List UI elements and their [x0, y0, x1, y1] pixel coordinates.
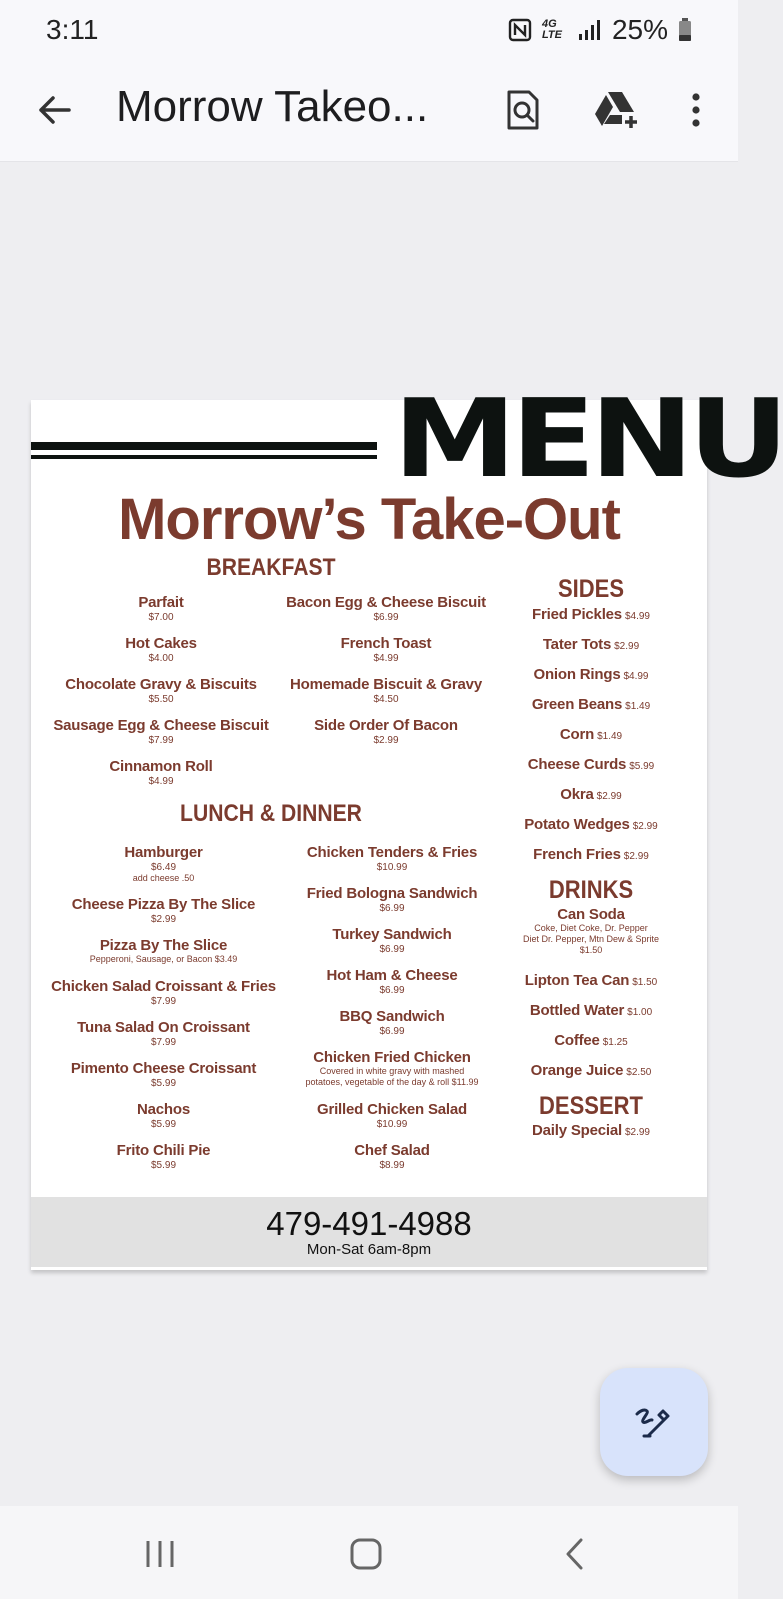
- menu-item: Hamburger $6.49 add cheese .50: [124, 844, 203, 883]
- menu-item: Nachos $5.99: [137, 1101, 190, 1130]
- app-title: Morrow Takeo...: [116, 82, 429, 131]
- menu-item: Lipton Tea Can $1.50: [524, 972, 658, 989]
- status-icons: [508, 14, 692, 46]
- menu-item: Hot Ham & Cheese $6.99: [326, 967, 458, 996]
- menu-item: Chicken Tenders & Fries $10.99: [306, 844, 478, 873]
- menu-item: Green Beans $1.49: [531, 696, 651, 713]
- recent-apps-button[interactable]: [130, 1524, 190, 1584]
- menu-item: French Toast $4.99: [340, 635, 432, 664]
- battery-icon: [678, 18, 692, 42]
- lunch-dinner-title: LUNCH & DINNER: [180, 800, 362, 827]
- home-button[interactable]: [336, 1524, 396, 1584]
- menu-item: Cheese Curds $5.99: [527, 756, 655, 773]
- add-to-drive-button[interactable]: [588, 82, 644, 138]
- menu-item: Side Order Of Bacon $2.99: [314, 717, 458, 746]
- menu-item: Pizza By The Slice Pepperoni, Sausage, or Bacon $3.49: [89, 937, 238, 964]
- menu-banner: MENU: [393, 377, 783, 502]
- breakfast-title: BREAKFAST: [206, 554, 336, 581]
- menu-footer: [31, 1197, 707, 1267]
- document-preview: [31, 377, 783, 1270]
- menu-item: Chef Salad $8.99: [354, 1142, 430, 1171]
- preview-button[interactable]: [496, 82, 550, 138]
- menu-item: Bottled Water $1.00: [529, 1002, 653, 1019]
- menu-item: Cheese Pizza By The Slice $2.99: [71, 896, 256, 925]
- menu-item: Chicken Fried Chicken Covered in white gravy with mashed potatoes, vegetable of the day & roll $11.99: [305, 1049, 479, 1087]
- system-nav-bar: [0, 1506, 738, 1599]
- battery-percent: 25%: [611, 14, 668, 45]
- menu-item: BBQ Sandwich $6.99: [339, 1008, 445, 1037]
- menu-item: Grilled Chicken Salad $10.99: [316, 1101, 468, 1130]
- menu-item: Turkey Sandwich $6.99: [332, 926, 452, 955]
- status-time: 3:11: [46, 14, 99, 45]
- edit-fab-button[interactable]: [600, 1368, 708, 1476]
- network-icon: 4G LTE: [541, 18, 562, 41]
- menu-item: Bacon Egg & Cheese Biscuit $6.99: [286, 594, 486, 623]
- sides-title: SIDES: [557, 575, 625, 603]
- back-button[interactable]: [30, 86, 78, 134]
- menu-item: Tuna Salad On Croissant $7.99: [77, 1019, 250, 1048]
- menu-item: Fried Pickles $4.99: [532, 606, 650, 623]
- business-hours: Mon-Sat 6am-8pm: [306, 1241, 432, 1258]
- document-search-icon: [506, 89, 540, 131]
- menu-item: Okra $2.99: [560, 786, 622, 803]
- menu-item: Daily Special $2.99: [532, 1122, 650, 1139]
- restaurant-name: Morrow’s Take-Out: [118, 487, 620, 552]
- recent-apps-icon: [145, 1539, 175, 1569]
- drive-add-icon: [594, 90, 638, 130]
- phone-number: 479-491-4988: [266, 1205, 472, 1242]
- back-nav-button[interactable]: [544, 1524, 604, 1584]
- dessert-title: DESSERT: [539, 1092, 643, 1120]
- edit-pen-icon: [634, 1402, 674, 1442]
- menu-item: Parfait $7.00: [138, 594, 184, 623]
- menu-item: Chocolate Gravy & Biscuits $5.50: [65, 676, 257, 705]
- back-chevron-icon: [563, 1537, 585, 1571]
- menu-item: Pimento Cheese Croissant $5.99: [70, 1060, 257, 1089]
- arrow-left-icon: [37, 95, 71, 125]
- drinks-title: DRINKS: [548, 876, 634, 904]
- home-icon: [349, 1537, 383, 1571]
- banner-line: [31, 442, 377, 450]
- menu-item: Onion Rings $4.99: [533, 666, 649, 683]
- menu-item: Frito Chili Pie $5.99: [116, 1142, 211, 1171]
- banner-line: [31, 455, 377, 459]
- menu-item: Hot Cakes $4.00: [125, 635, 197, 664]
- menu-item: French Fries $2.99: [533, 846, 649, 863]
- app-bar: [0, 58, 738, 162]
- menu-item: Corn $1.49: [559, 726, 623, 743]
- menu-item: Sausage Egg & Cheese Biscuit $7.99: [53, 717, 269, 746]
- menu-item: Tater Tots $2.99: [542, 636, 640, 653]
- menu-item: Potato Wedges $2.99: [524, 816, 658, 833]
- menu-item: Chicken Salad Croissant & Fries $7.99: [51, 978, 276, 1007]
- menu-item: Orange Juice $2.50: [530, 1062, 652, 1079]
- menu-item: Cinnamon Roll $4.99: [109, 758, 213, 787]
- menu-item: Fried Bologna Sandwich $6.99: [306, 885, 478, 914]
- more-vertical-icon: [691, 93, 701, 127]
- nfc-icon: [508, 18, 532, 42]
- menu-item: Homemade Biscuit & Gravy $4.50: [290, 676, 482, 705]
- status-bar: [0, 0, 738, 58]
- menu-item: Can Soda Coke, Diet Coke, Dr. Pepper Diet Dr. Pepper, Mtn Dew & Sprite $1.50: [522, 906, 660, 955]
- more-options-button[interactable]: [676, 84, 716, 136]
- menu-item: Coffee $1.25: [554, 1032, 628, 1049]
- signal-icon: [578, 19, 602, 41]
